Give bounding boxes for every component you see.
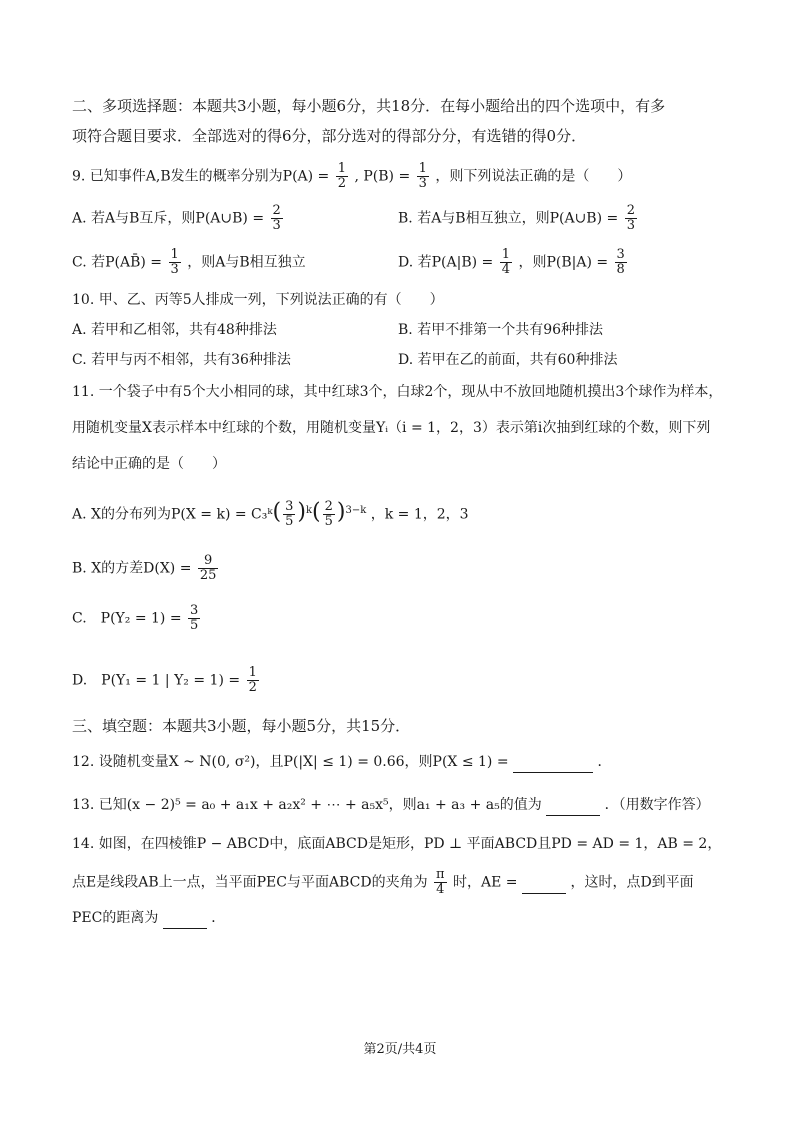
q9-option-a: A. 若A与B互斥，则P(A∪B) = $\frac{2}{3}$ [72,203,281,233]
section2-instructions-line2: 项符合题目要求．全部选对的得6分，部分选对的得部分分，有选错的得0分． [72,127,587,145]
question-9-stem [72,162,631,191]
q11-option-a-fraction1: $\frac{3}{5}$ [285,499,294,529]
q9-option-d: D. 若P(A|B) = $\frac{1}{4}$ ，则P(B|A) = $\frac{3}{8}$ [398,247,625,277]
q9-fraction-pa: $\frac{1}{2}$ [337,161,347,191]
q9-option-b-fraction: $\frac{2}{3}$ [626,203,635,233]
question-12: 12. 设随机变量X ~ N(0, σ²)，且P(|X| ≤ 1) = 0.66，则P(X ≤ 1) = ． [72,752,611,773]
q10-option-d: D. 若甲在乙的前面，共有60种排法 [398,352,618,368]
q10-option-b: B. 若甲不排第一个共有96种排法 [398,322,604,338]
question-11-line3: 结论中正确的是（ ） [72,456,226,472]
section2-instructions-line1: 二、多项选择题：本题共3小题，每小题6分，共18分．在每小题给出的四个选项中，有多 [72,97,666,115]
q9-option-a-fraction: $\frac{2}{3}$ [272,203,281,233]
q9-stem-part3: ，则下列说法正确的是（ ） [435,168,632,185]
page-footer: 第2页/共4页 [363,1042,437,1057]
q9-option-d-fraction2: $\frac{3}{8}$ [616,247,625,277]
q9-option-d-fraction1: $\frac{1}{4}$ [501,247,510,277]
q11-option-a-fraction2: $\frac{2}{5}$ [324,499,333,529]
question-10-stem: 10. 甲、乙、丙等5人排成一列，下列说法正确的有（ ） [72,292,444,308]
q11-option-b-fraction: $\frac{9}{25}$ [199,553,217,583]
q9-fraction-pb: $\frac{1}{3}$ [418,161,427,191]
q11-option-c: C. P(Y₂ = 1) = $\frac{3}{5}$ [72,603,199,633]
question-11-line2: 用随机变量X表示样本中红球的个数，用随机变量Yᵢ（i = 1，2，3）表示第i次抽到红球的个数，则下列 [72,420,711,436]
q11-option-a: A. X的分布列为P(X = k) = C₃ᵏ( $\frac{3}{5}$ )$^k$( $\frac{2}{5}$ )$^{3-k}$ ，k = 1，2，3 [72,499,469,529]
q11-option-d-fraction: $\frac{1}{2}$ [248,665,257,695]
q9-stem-part1: 9. 已知事件A,B发生的概率分别为P(A) = [72,168,330,185]
section3-title: 三、填空题：本题共3小题，每小题5分，共15分． [72,717,411,735]
question-13: 13. 已知(x − 2)⁵ = a₀ + a₁x + a₂x² + ⋯ + a₅x⁵，则a₁ + a₃ + a₅的值为 ．（用数字作答） [72,795,710,816]
q9-stem-part2: , P(B) = [354,168,411,185]
q9-option-c: C. 若P(AB̄) = $\frac{1}{3}$ ，则A与B相互独立 [72,247,306,277]
q14-answer-blank-distance[interactable] [163,908,207,929]
q13-answer-blank[interactable] [546,795,600,816]
q12-answer-blank[interactable] [513,752,593,773]
q10-option-c: C. 若甲与丙不相邻，共有36种排法 [72,352,291,368]
q14-answer-blank-ae[interactable] [522,873,566,894]
question-14-line3: PEC的距离为 ． [72,908,225,929]
question-14-line2: 点E是线段AB上一点，当平面PEC与平面ABCD的夹角为 $\frac{\pi}{4}$ 时，AE = ，这时，点D到平面 [72,867,694,897]
q10-option-a: A. 若甲和乙相邻，共有48种排法 [72,322,277,338]
question-11-line1: 11. 一个袋子中有5个大小相同的球，其中红球3个，白球2个，现从中不放回地随机摸出3个球作为样本， [72,384,723,400]
q9-option-c-fraction: $\frac{1}{3}$ [170,247,179,277]
q14-angle-fraction: $\frac{\pi}{4}$ [436,867,445,897]
q9-option-b: B. 若A与B相互独立，则P(A∪B) = $\frac{2}{3}$ [398,203,635,233]
q11-option-b: B. X的方差D(X) = $\frac{9}{25}$ [72,553,217,583]
q11-option-d: D. P(Y₁ = 1 | Y₂ = 1) = $\frac{1}{2}$ [72,665,257,695]
question-14-line1: 14. 如图，在四棱锥P − ABCD中，底面ABCD是矩形，PD ⊥ 平面ABCD且PD = AD = 1，AB = 2， [72,836,722,852]
q11-option-c-fraction: $\frac{3}{5}$ [190,603,199,633]
